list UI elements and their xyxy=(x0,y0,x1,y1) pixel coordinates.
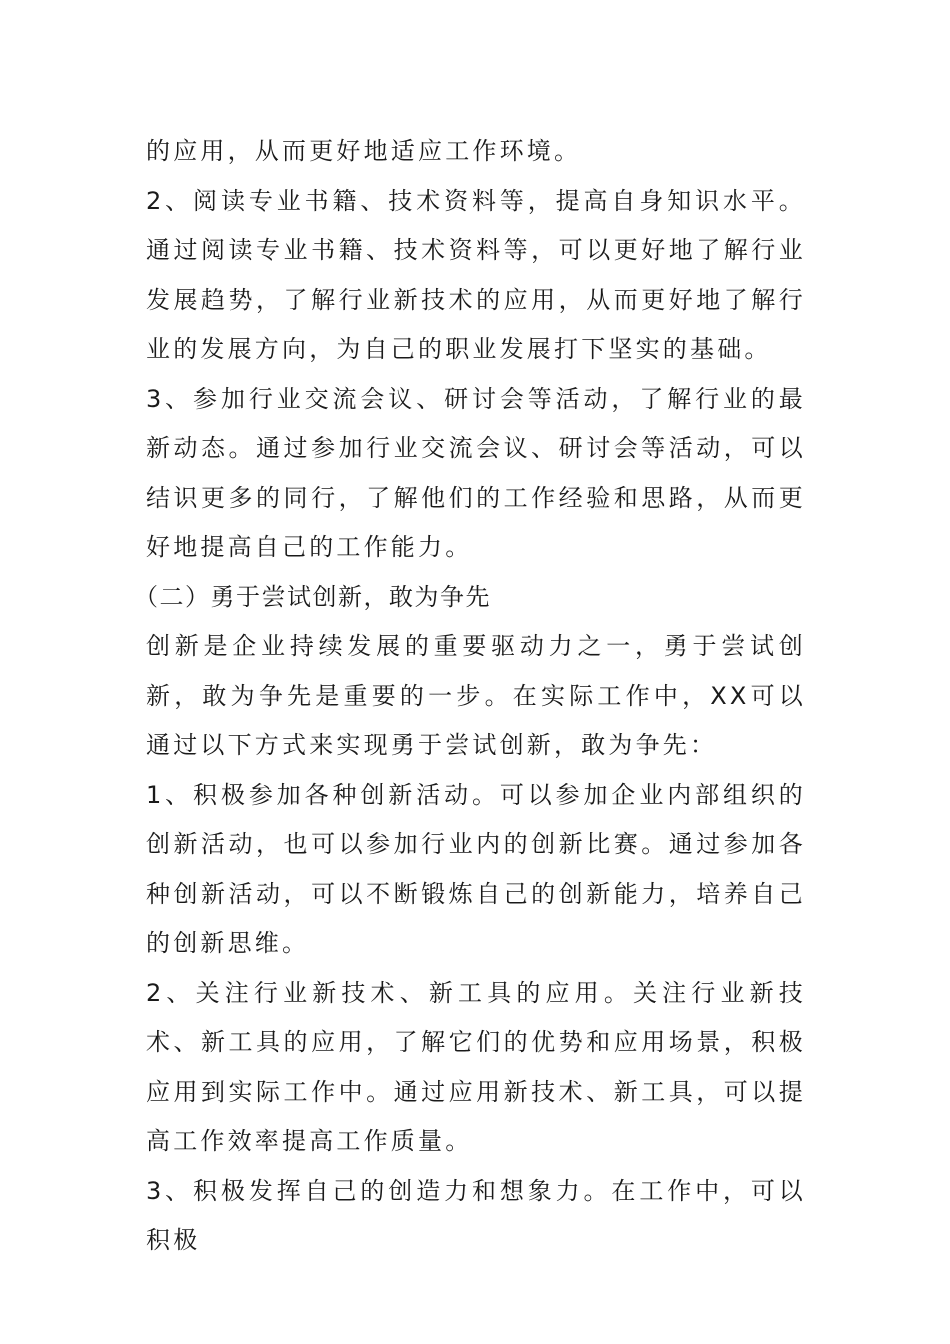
paragraph-item-2-reading: 2、阅读专业书籍、技术资料等，提高自身知识水平。通过阅读专业书籍、技术资料等，可以更好地了解行业发展趋势，了解行业新技术的应用，从而更好地了解行业的发展方向，为自己的职业发展打下坚实的基础。 xyxy=(146,186,806,363)
paragraph-item-1-activities: 1、积极参加各种创新活动。可以参加企业内部组织的创新活动，也可以参加行业内的创新比赛。通过参加各种创新活动，可以不断锻炼自己的创新能力，培养自己的创新思维。 xyxy=(146,780,806,957)
paragraph-innovation-intro: 创新是企业持续发展的重要驱动力之一，勇于尝试创新，敢为争先是重要的一步。在实际工作中，XX可以通过以下方式来实现勇于尝试创新，敢为争先： xyxy=(146,632,806,759)
document-body xyxy=(134,127,806,1266)
paragraph-continuation: 的应用，从而更好地适应工作环境。 xyxy=(146,137,582,165)
paragraph-item-3-conferences: 3、参加行业交流会议、研讨会等活动，了解行业的最新动态。通过参加行业交流会议、研讨会等活动，可以结识更多的同行，了解他们的工作经验和思路，从而更好地提高自己的工作能力。 xyxy=(146,384,806,561)
paragraph-item-2-new-tech: 2、关注行业新技术、新工具的应用。关注行业新技术、新工具的应用，了解它们的优势和应用场景，积极应用到实际工作中。通过应用新技术、新工具，可以提高工作效率提高工作质量。 xyxy=(146,978,806,1155)
paragraph-item-3-creativity: 3、积极发挥自己的创造力和想象力。在工作中，可以积极 xyxy=(146,1176,806,1254)
section-heading: （二）勇于尝试创新，敢为争先 xyxy=(134,582,491,611)
